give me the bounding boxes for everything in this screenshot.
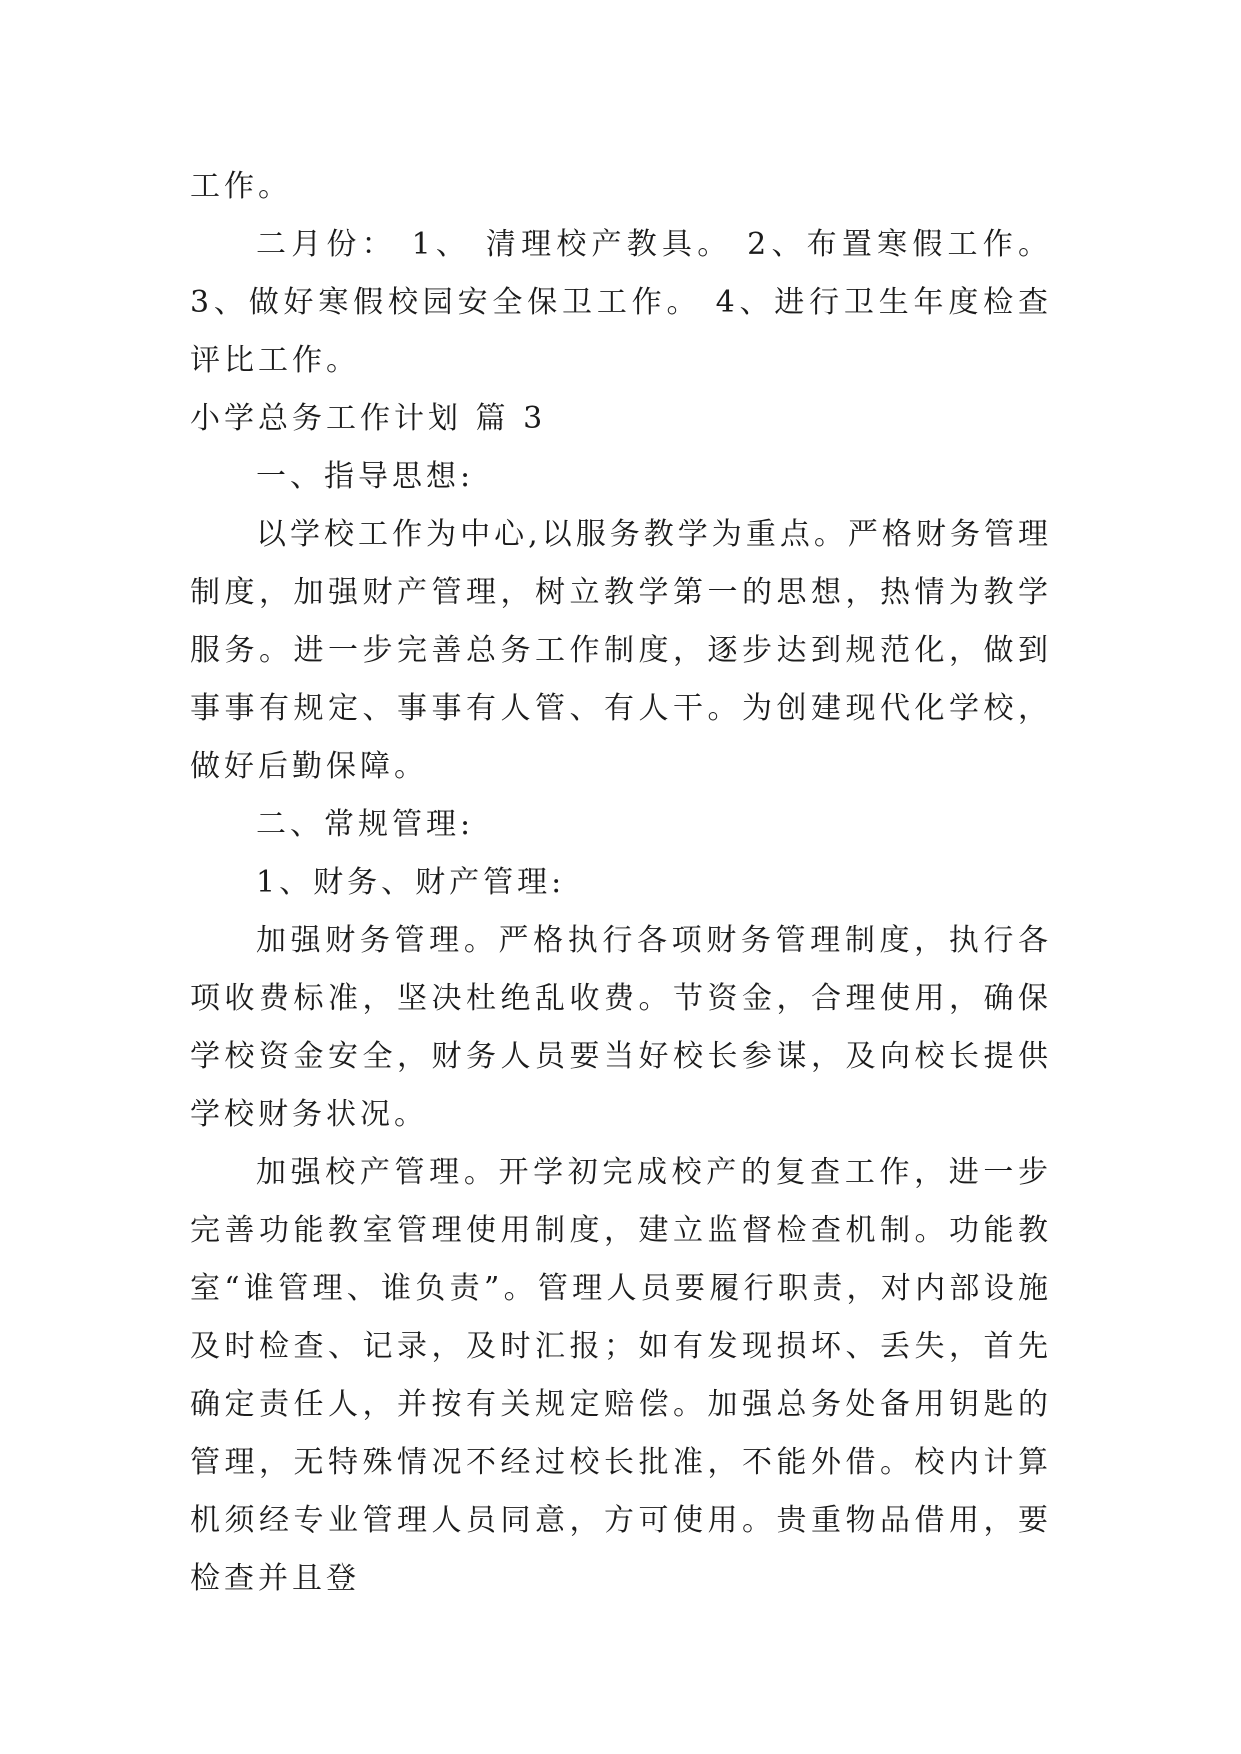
paragraph-continuation: 工作。 xyxy=(190,169,292,204)
subheading-finance-property: 1、财务、财产管理: xyxy=(256,865,566,900)
section-title: 小学总务工作计划 篇 3 xyxy=(190,401,547,436)
subheading-routine-management: 二、常规管理: xyxy=(256,807,475,842)
paragraph-finance-management: 加强财务管理。严格执行各项财务管理制度，执行各项收费标准，坚决杜绝乱收费。节资金，合理使用，确保学校资金安全，财务人员要当好校长参谋，及向校长提供学校财务状况。 xyxy=(190,923,1052,1132)
paragraph-february-tasks: 二月份： 1、 清理校产教具。 2、布置寒假工作。 3、做好寒假校园安全保卫工作。 4、进行卫生年度检查评比工作。 xyxy=(190,227,1052,378)
paragraph-property-management: 加强校产管理。开学初完成校产的复查工作，进一步完善功能教室管理使用制度，建立监督检查机制。功能教室“谁管理、谁负责”。管理人员要履行职责，对内部设施及时检查、记录，及时汇报；如有发现损坏、丢失，首先确定责任人，并按有关规定赔偿。加强总务处备用钥匙的管理，无特殊情况不经过校长批准，不能外借。校内计算机须经专业管理人员同意，方可使用。贵重物品借用，要检查并且登 xyxy=(190,1155,1052,1596)
document-body xyxy=(190,158,1052,1608)
subheading-guiding-ideology: 一、指导思想: xyxy=(256,459,475,494)
paragraph-guiding-ideology: 以学校工作为中心,以服务教学为重点。严格财务管理制度，加强财产管理，树立教学第一的思想，热情为教学服务。进一步完善总务工作制度，逐步达到规范化，做到事事有规定、事事有人管、有人干。为创建现代化学校，做好后勤保障。 xyxy=(190,517,1052,784)
